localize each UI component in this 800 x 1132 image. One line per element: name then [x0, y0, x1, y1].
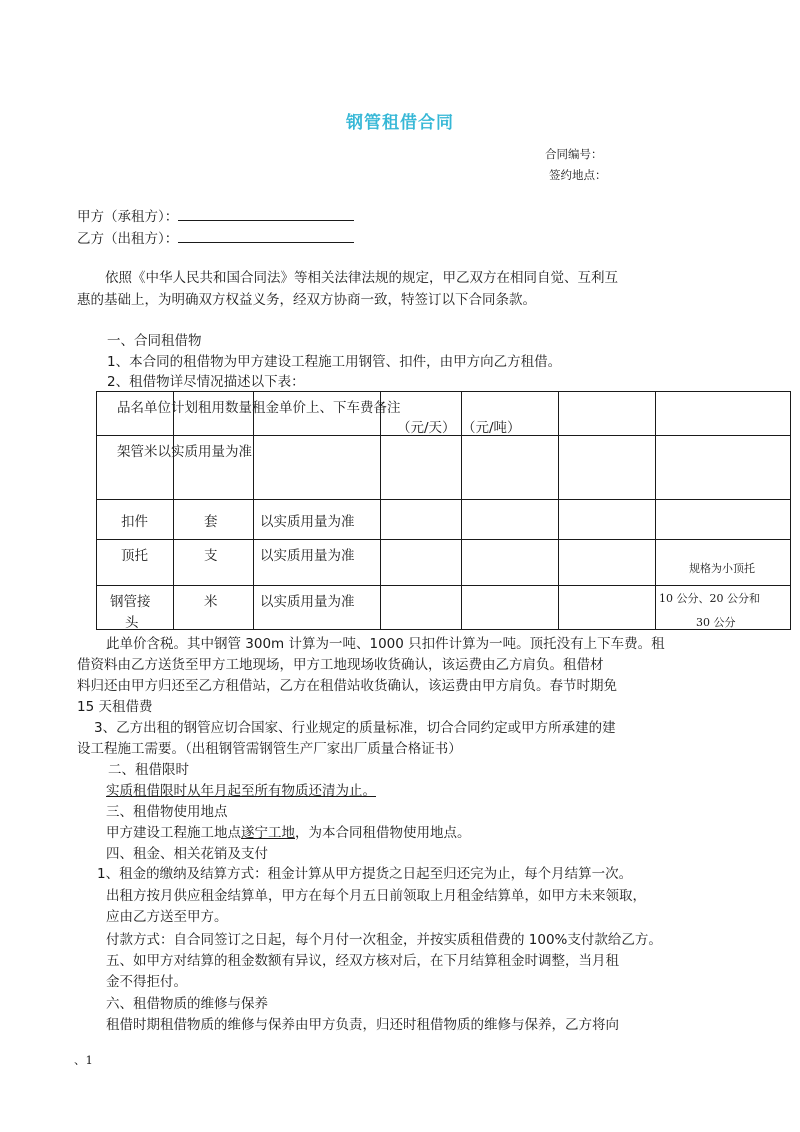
section-4-item-1-b1: 出租方按月供应租金结算单，甲方在每个月五日前领取上月租金结算单，如甲方未来领取，	[106, 888, 646, 904]
section-4-item-1: 1、租金的缴纳及结算方式：租金计算从甲方提货之日起至归还完为止，每个月结算一次。	[97, 866, 633, 882]
payment-method: 付款方式：自合同签订之日起，每个月付一次租金，并按实质租借费的 100%支付款给乙方。	[106, 932, 662, 948]
party-b-label: 乙方（出租方）：	[77, 231, 179, 247]
after-table-line-2: 借资料由乙方送货至甲方工地现场，甲方工地现场收货确认，该运费由乙方肩负。租借材	[77, 657, 604, 673]
after-table-line-4: 15 天租借费	[77, 699, 153, 715]
section-3-text-prefix: 甲方建设工程施工地点	[106, 825, 241, 841]
cell-unit: 套	[204, 514, 218, 530]
sign-place-label: 签约地点：	[549, 168, 607, 182]
table-header-row	[97, 392, 791, 436]
section-3-text-suffix: ，为本合同租借物使用地点。	[295, 825, 471, 841]
section-6-text: 租借时期租借物质的维修与保养由甲方负责，归还时租借物质的维修与保养，乙方将向	[106, 1017, 619, 1033]
table-row	[97, 436, 791, 500]
cell-name: 顶托	[121, 548, 148, 564]
cell-name-line1: 钢管接	[110, 594, 151, 610]
cell-note: 规格为小顶托	[689, 562, 755, 575]
section-3-heading: 三、租借物使用地点	[106, 804, 228, 820]
section-1-heading: 一、合同租借物	[107, 333, 202, 349]
section-3-text	[106, 823, 471, 843]
page-number: 、1	[74, 1053, 93, 1067]
table-header-unit-ton: （元/吨）	[462, 420, 521, 436]
table-row	[97, 586, 791, 630]
cell-unit: 支	[204, 548, 218, 564]
section-5-line-1: 五、如甲方对结算的租金数额有异议，经双方核对后，在下月结算租金时调整，当月租	[106, 953, 619, 969]
party-b-row	[77, 228, 354, 249]
section-3-place: 遂宁工地	[241, 825, 295, 841]
party-a-blank	[178, 206, 354, 221]
after-table-line-3: 料归还由甲方归还至乙方租借站，乙方在租借站收货确认，该运费由甲方肩负。春节时期免	[77, 678, 617, 694]
cell-note-line2: 30 公分	[696, 616, 736, 629]
cell-unit: 米	[204, 594, 218, 610]
document-title: 钢管租借合同	[346, 113, 454, 133]
section-1-item-2: 2、租借物详尽情况描述以下表：	[107, 374, 305, 390]
table-header-unit-day: （元/天）	[397, 420, 456, 436]
section-2-heading: 二、租借限时	[108, 762, 189, 778]
contract-number-label: 合同编号：	[545, 147, 603, 161]
table-header-text: 品名单位计划租用数量租金单价上、下车费备注	[117, 400, 401, 416]
item-3-line-1: 3、乙方出租的钢管应切合国家、行业规定的质量标准，切合合同约定或甲方所承建的建	[94, 720, 616, 736]
intro-line-1: 依照《中华人民共和国合同法》等相关法律法规的规定，甲乙双方在相同自觉、互利互	[105, 270, 618, 286]
cell-name-line2: 头	[125, 615, 139, 631]
item-3-line-2: 设工程施工需要。（出租钢管需钢管生产厂家出厂质量合格证书）	[77, 741, 462, 757]
section-1-item-1: 1、本合同的租借物为甲方建设工程施工用钢管、扣件，由甲方向乙方租借。	[107, 354, 562, 370]
cell-note-line1: 10 公分、20 公分和	[659, 592, 760, 605]
cell-qty: 以实质用量为准	[260, 514, 355, 530]
cell-qty: 以实质用量为准	[260, 594, 355, 610]
party-a-row	[77, 206, 354, 227]
section-2-text-row	[106, 781, 499, 801]
intro-line-2: 惠的基础上，为明确双方权益义务，经双方协商一致，特签订以下合同条款。	[77, 292, 536, 308]
section-4-heading: 四、租金、相关花销及支付	[106, 846, 268, 862]
section-2-text: 实质租借限时从年月起至所有物质还清为止。	[106, 783, 376, 799]
cell-name: 扣件	[121, 514, 148, 530]
section-5-line-2: 金不得拒付。	[106, 974, 187, 990]
table-row	[97, 500, 791, 540]
party-a-label: 甲方（承租方）：	[77, 209, 179, 225]
cell-qty: 以实质用量为准	[260, 548, 355, 564]
rental-items-table	[96, 391, 791, 630]
party-b-blank	[178, 228, 354, 243]
after-table-line-1: 此单价含税。其中钢管 300m 计算为一吨、1000 只扣件计算为一吨。顶托没有上下车费。租	[106, 636, 665, 652]
section-4-item-1-b2: 应由乙方送至甲方。	[106, 909, 228, 925]
section-6-heading: 六、租借物质的维修与保养	[106, 996, 268, 1012]
table-row-steel-pipe: 架管米以实质用量为准	[117, 444, 252, 460]
table-row	[97, 540, 791, 586]
